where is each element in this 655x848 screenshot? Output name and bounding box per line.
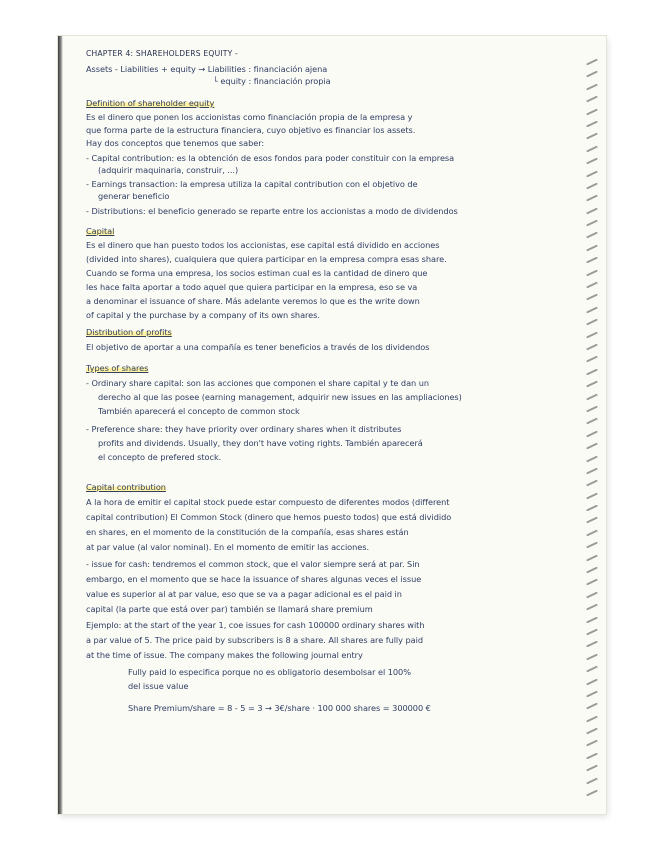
capital-line: Es el dinero que han puesto todos los accionistas, ese capital está dividido en acciones	[86, 240, 440, 250]
definition-line: - Distributions: el beneficio generado se reparte entre los accionistas a modo de dividendos	[86, 206, 458, 216]
contribution-line: en shares, en el momento de la constitución de la compañía, esas shares están	[86, 527, 409, 537]
share-premium-formula: Share Premium/share = 8 - 5 = 3 → 3€/share · 100 000 shares = 300000 €	[128, 703, 431, 713]
contribution-note: del issue value	[128, 681, 189, 691]
distribution-heading	[86, 327, 580, 338]
equation-line-1: Assets - Liabilities + equity → Liabilities : financiación ajena	[86, 64, 328, 74]
capital-line: les hace falta aportar a todo aquel que quiera participar en la empresa, eso se va	[86, 282, 418, 292]
spiral-binding	[584, 56, 602, 796]
contribution-line: capital contribution) El Common Stock (dinero que hemos puesto todos) que está dividido	[86, 512, 452, 522]
types-line: - Preference share: they have priority over ordinary shares when it distributes	[86, 424, 402, 434]
types-line: profits and dividends. Usually, they don't have voting rights. También aparecerá	[98, 438, 423, 448]
definition-line: - Capital contribution: es la obtención de esos fondos para poder constituir con la empresa	[86, 153, 455, 163]
contribution-heading-text: Capital contribution	[86, 482, 166, 492]
contribution-line: a par value of 5. The price paid by subscribers is 8 a share. All shares are fully paid	[86, 635, 423, 645]
contribution-note: Fully paid lo especifica porque no es obligatorio desembolsar el 100%	[128, 667, 411, 677]
definition-line: - Earnings transaction: la empresa utiliza la capital contribution con el objetivo de	[86, 179, 418, 189]
contribution-line: at the time of issue. The company makes the following journal entry	[86, 650, 363, 660]
contribution-line: A la hora de emitir el capital stock puede estar compuesto de diferentes modos (different	[86, 497, 450, 507]
definition-heading-text: Definition of shareholder equity	[86, 98, 215, 108]
capital-line: (divided into shares), cualquiera que quiera participar en la empresa compra esas share.	[86, 254, 447, 264]
types-line: el concepto de prefered stock.	[98, 452, 222, 462]
definition-heading	[86, 98, 580, 109]
types-heading	[86, 363, 580, 374]
capital-line: Cuando se forma una empresa, los socios estiman cual es la cantidad de dinero que	[86, 268, 428, 278]
capital-heading	[86, 226, 580, 237]
types-heading-text: Types of shares	[86, 363, 149, 373]
distribution-heading-text: Distribution of profits	[86, 327, 172, 337]
definition-line: (adquirir maquinaria, construir, ...)	[98, 165, 239, 175]
types-line: - Ordinary share capital: son las acciones que componen el share capital y te dan un	[86, 378, 430, 388]
contribution-line: capital (la parte que está over par) también se llamará share premium	[86, 604, 373, 614]
definition-line: generar beneficio	[98, 191, 170, 201]
contribution-line: embargo, en el momento que se hace la issuance of shares algunas veces el issue	[86, 574, 422, 584]
equation-line-2: └ equity : financiación propia	[213, 76, 331, 86]
definition-line: Hay dos conceptos que tenemos que saber:	[86, 138, 265, 148]
contribution-line: - issue for cash: tendremos el common stock, que el valor siempre será at par. Sin	[86, 559, 420, 569]
capital-line: of capital y the purchase by a company of its own shares.	[86, 310, 320, 320]
types-line: derecho al que las posee (earning management, adquirir new issues en las ampliaciones)	[98, 392, 462, 402]
contribution-line: at par value (al valor nominal). En el momento de emitir las acciones.	[86, 542, 370, 552]
contribution-heading	[86, 482, 580, 493]
types-line: También aparecerá el concepto de common stock	[98, 406, 300, 416]
distribution-line: El objetivo de aportar a una compañía es tener beneficios a través de los dividendos	[86, 342, 430, 352]
contribution-line: Ejemplo: at the start of the year 1, coe issues for cash 100000 ordinary shares with	[86, 620, 425, 630]
capital-heading-text: Capital	[86, 226, 115, 236]
chapter-title: CHAPTER 4: SHAREHOLDERS EQUITY -	[86, 49, 238, 58]
capital-line: a denominar el issuance of share. Más adelante veremos lo que es the write down	[86, 296, 420, 306]
contribution-line: value es superior al at par value, eso que se va a pagar adicional es el paid in	[86, 589, 402, 599]
notebook-page	[58, 36, 606, 814]
definition-line: Es el dinero que ponen los accionistas como financiación propia de la empresa y	[86, 112, 413, 122]
definition-line: que forma parte de la estructura financiera, cuyo objetivo es financiar los assets.	[86, 125, 416, 135]
